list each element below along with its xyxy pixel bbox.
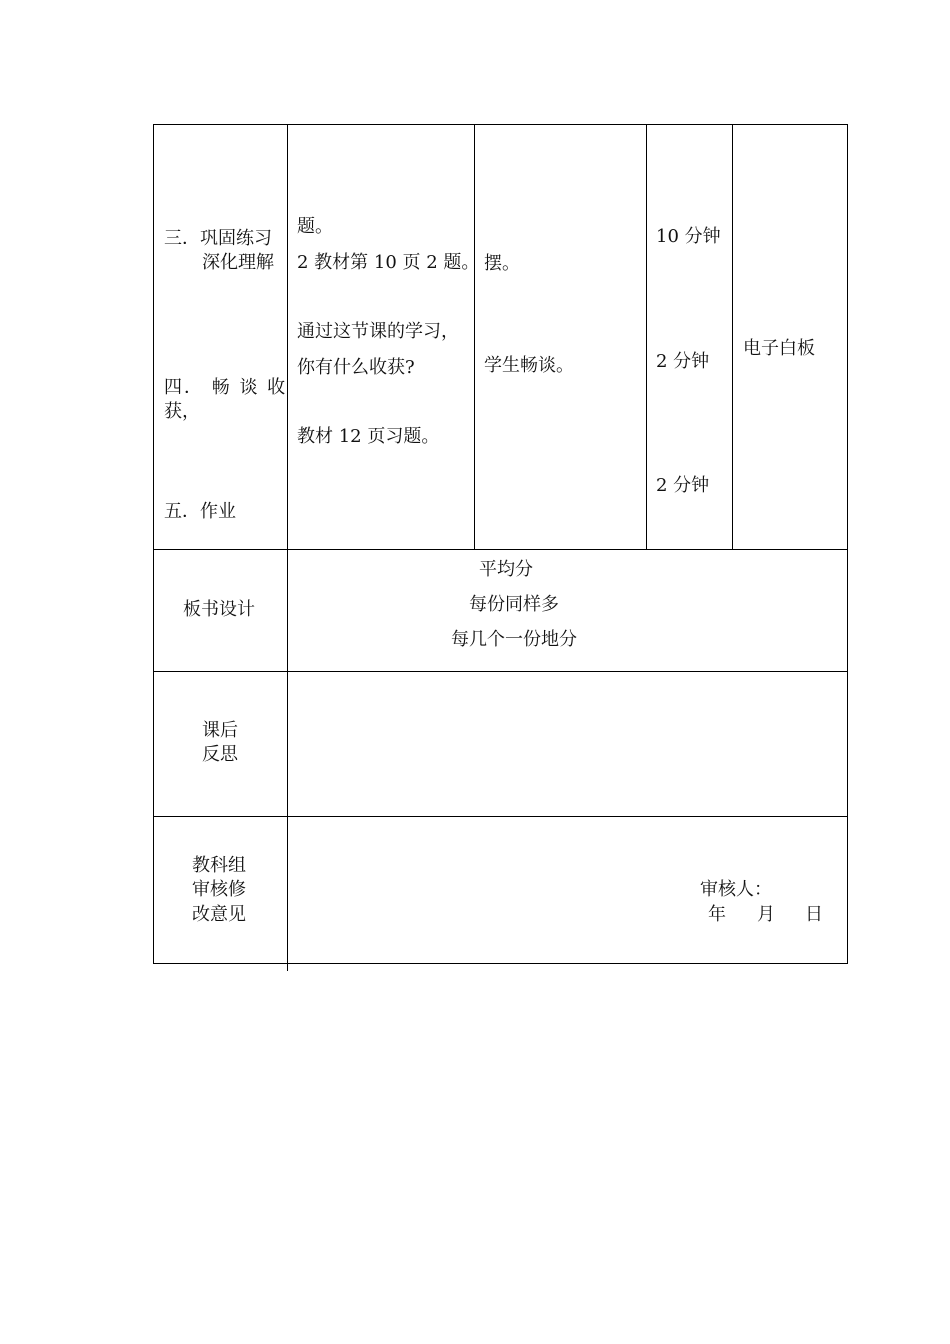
media-label: 电子白板 <box>743 338 815 359</box>
section-3-title: 三．巩固练习 <box>164 228 272 249</box>
review-label-2: 审核修 <box>192 879 246 900</box>
col-divider-2 <box>474 125 475 549</box>
row-divider-2 <box>154 671 847 672</box>
time-2: 2 分钟 <box>656 351 710 372</box>
review-day: 日 <box>805 904 823 925</box>
board-line-1: 平均分 <box>479 559 533 580</box>
section-4-title-cont: 获， <box>164 401 200 422</box>
col-divider-4 <box>732 125 733 549</box>
review-label-1: 教科组 <box>192 855 246 876</box>
review-label-3: 改意见 <box>192 904 246 925</box>
student-line-2: 学生畅谈。 <box>484 355 574 376</box>
review-month: 月 <box>757 904 775 925</box>
activity-line-3: 通过这节课的学习， <box>297 321 459 342</box>
activity-line-2: 2 教材第 10 页 2 题。 <box>297 252 480 273</box>
section-3-subtitle: 深化理解 <box>202 252 274 273</box>
lesson-plan-table <box>153 124 848 964</box>
section-4-title: 四． 畅 谈 收 <box>164 377 288 398</box>
row-divider-1 <box>154 549 847 550</box>
col-divider-3 <box>646 125 647 549</box>
reviewer-label: 审核人： <box>700 879 772 900</box>
review-year: 年 <box>708 904 726 925</box>
col-divider-1 <box>287 125 288 971</box>
activity-line-5: 教材 12 页习题。 <box>297 426 440 447</box>
student-line-1: 摆。 <box>484 253 520 274</box>
time-1: 10 分钟 <box>656 226 721 247</box>
board-line-3: 每几个一份地分 <box>451 629 577 650</box>
row-divider-3 <box>154 816 847 817</box>
reflection-label-1: 课后 <box>202 720 238 741</box>
time-3: 2 分钟 <box>656 475 710 496</box>
activity-line-4: 你有什么收获? <box>297 357 415 378</box>
reflection-label-2: 反思 <box>202 744 238 765</box>
section-5-title: 五．作业 <box>164 501 236 522</box>
activity-line-1: 题。 <box>297 216 333 237</box>
board-design-label: 板书设计 <box>183 599 255 620</box>
board-line-2: 每份同样多 <box>469 594 559 615</box>
